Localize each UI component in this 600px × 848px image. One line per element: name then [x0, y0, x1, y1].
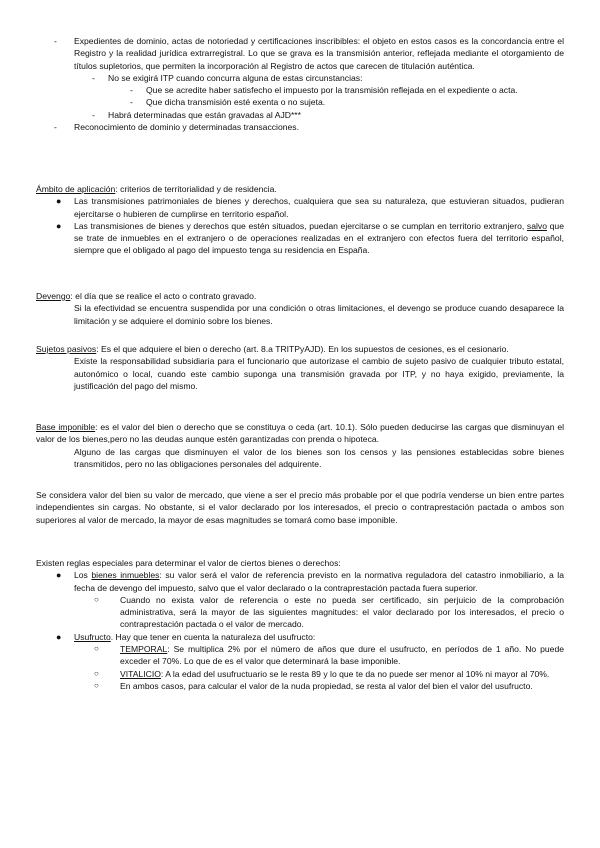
sujetos-section [36, 343, 564, 392]
intro-section [36, 35, 564, 133]
circle-marker: ○ [94, 594, 99, 604]
circle-marker: ○ [94, 644, 99, 654]
dash-marker: - [54, 122, 57, 133]
list-item: - Habrá determinadas que están gravadas al AJD*** [92, 109, 301, 120]
list-item: ● Los bienes inmuebles: su valor será el valor de referencia previsto en la normativa reguladora del catastro inmobiliario, a la fecha de devengo del impuesto, salvo que el valor declarado o la contraprestación pactada fuera superior. [56, 570, 565, 593]
list-item: - Que dicha transmisión esté exenta o no sujeta. [130, 97, 326, 108]
indented-paragraph: Existe la responsabilidad subsidiaria para el funcionario que autorizase el cambio de sujeto pasivo de cualquier tributo estatal, autonómico o local, cuando este cambio suponga una transmisión gravada por ITP, y no haya exigido, previamente, la justificación del pago del mismo. [74, 356, 564, 391]
list-item: - Que se acredite haber satisfecho el impuesto por la transmisión reflejada en el expediente o acta. [130, 85, 518, 96]
bullet-marker: ● [56, 220, 62, 231]
base-section [36, 421, 564, 470]
base-heading-line: Base imponible: es el valor del bien o derecho que se constituya o ceda (art. 10.1). Sólo pueden deducirse las cargas que disminuyan el valor de los bienes,pero no las deudas aunque estén garantizadas con prenda o hipoteca. [36, 422, 565, 445]
list-item: ○ TEMPORAL: Se multiplica 2% por el número de años que dure el usufructo, en períodos de 1 año. No puede exceder el 70%. Lo que de es el valor que determinará la base imponible. [94, 644, 564, 667]
ambito-heading-line: Ámbito de aplicación: criterios de territorialidad y de residencia. [36, 184, 277, 194]
list-item: ● Las transmisiones patrimoniales de bienes y derechos, cualquiera que sea su naturaleza, que estuvieran situados, pudieran ejercitarse o hubieren de cumplirse en territorio español. [56, 196, 564, 219]
circle-marker: ○ [94, 668, 99, 678]
valor-section [36, 489, 564, 526]
list-item: ● Usufructo. Hay que tener en cuenta la naturaleza del usufructo: [56, 631, 316, 642]
indented-paragraph: Alguno de las cargas que disminuyen el valor de los bienes son los censos y las pensiones establecidas sobre bienes transmitidos, pero no las obligaciones personales del adquirente. [74, 446, 564, 469]
section-heading: Ámbito de aplicación [36, 184, 116, 194]
section-heading: Devengo [36, 291, 71, 301]
list-item: - Expedientes de dominio, actas de notoriedad y certificaciones inscribibles: el objeto en estos casos es la concordancia entre el Registro y la realidad jurídica extrarregistral. Lo que se grava es la transmisión anterior, reflejada mediante el otorgamiento de títulos supletorios, que permiten la incorporación al Registro de actos que carecen de titulación auténtica. [54, 36, 564, 71]
dash-marker: - [54, 36, 57, 46]
dash-marker: - [92, 109, 95, 120]
dash-marker: - [130, 97, 133, 108]
list-item: - No se exigirá ITP cuando concurra alguna de estas circunstancias: [92, 72, 363, 83]
devengo-heading-line: Devengo: el día que se realice el acto o contrato gravado. [36, 291, 257, 301]
bullet-marker: ● [56, 570, 62, 581]
bullet-marker: ● [56, 196, 62, 207]
devengo-section [36, 290, 564, 327]
section-heading: Base imponible [36, 422, 96, 432]
sujetos-heading-line: Sujetos pasivos: Es el que adquiere el bien o derecho (art. 8.a TRITPyAJD). En los supuestos de cesiones, es el cesionario. [36, 344, 509, 354]
circle-marker: ○ [94, 680, 99, 690]
list-item: ● Las transmisiones de bienes y derechos que estén situados, puedan ejercitarse o se cumplan en territorio extranjero, salvo que se trate de inmuebles en el extranjero o de operaciones realizadas en el extranjero con efectos fuera del territorio español, siempre que el obligado al pago del impuesto tenga su residencia en España. [56, 220, 564, 256]
list-item: ○ VITALICIO: A la edad del usufructuario se le resta 89 y lo que te da no puede ser menor al 10% ni mayor al 70%. [94, 668, 550, 679]
section-heading: Sujetos pasivos [36, 344, 97, 354]
list-item: - Reconocimiento de dominio y determinadas transacciones. [54, 122, 299, 133]
paragraph: Existen reglas especiales para determinar el valor de ciertos bienes o derechos: [36, 558, 341, 568]
dash-marker: - [92, 72, 95, 83]
ambito-section [36, 183, 564, 257]
indented-paragraph: Si la efectividad se encuentra suspendida por una condición o otras limitaciones, el devengo se produce cuando desaparece la limitación y se adquiere el dominio sobre los bienes. [74, 303, 564, 326]
list-item: ○ En ambos casos, para calcular el valor de la nuda propiedad, se resta al valor del bien el valor del usufructo. [94, 680, 533, 691]
list-item: ○ Cuando no exista valor de referencia o este no pueda ser certificado, sin perjuicio de la comprobación administrativa, será la mayor de las siguientes magnitudes: el valor declarado por los interesados, el precio o contraprestación pactada o el valor de mercado. [94, 594, 564, 630]
reglas-section [36, 557, 564, 692]
dash-marker: - [130, 85, 133, 96]
paragraph: Se considera valor del bien su valor de mercado, que viene a ser el precio más probable por el que podría venderse un bien entre partes independientes sin cargas. No obstante, si el valor declarado por los interesados, el precio o contraprestación pactada o ambos son superiores al valor de mercado, la mayor de esas magnitudes se tomará como base imponible. [36, 490, 564, 525]
bullet-marker: ● [56, 631, 62, 642]
